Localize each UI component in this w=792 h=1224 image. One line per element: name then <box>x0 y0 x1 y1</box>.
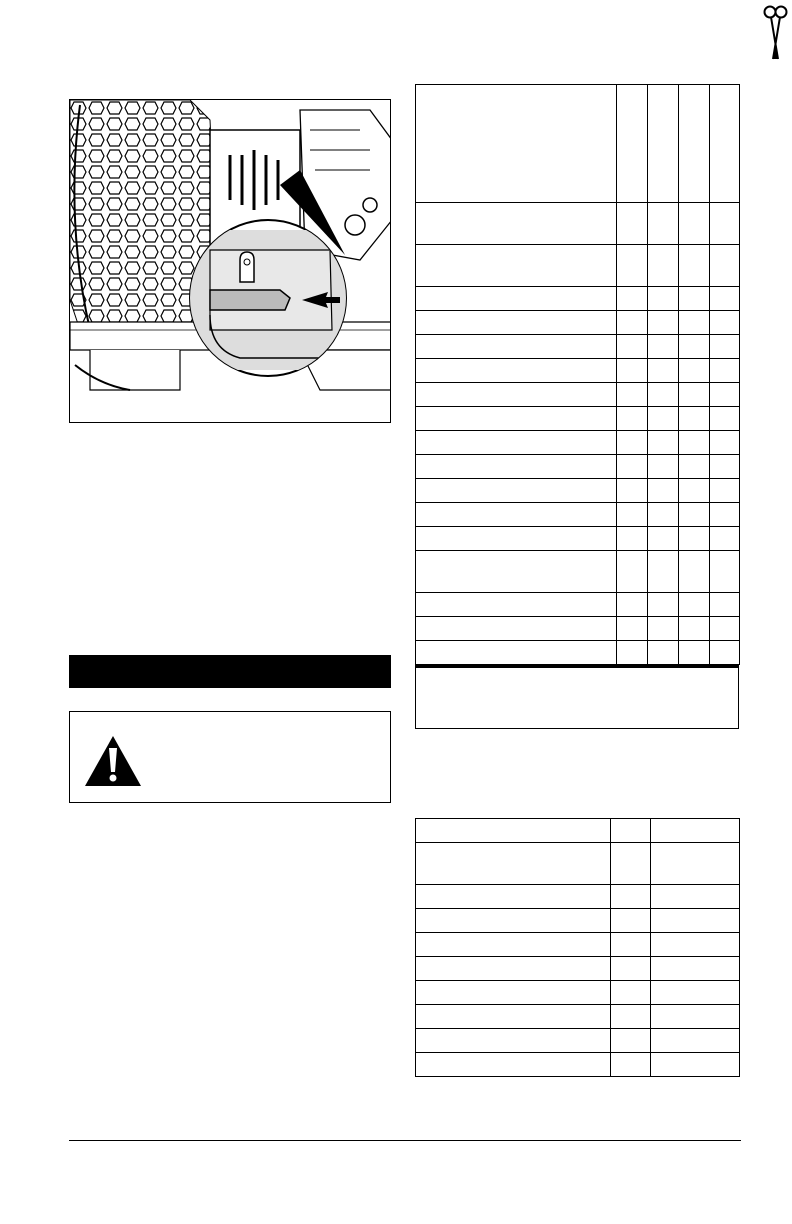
table-cell <box>617 287 648 311</box>
table-cell <box>679 641 710 665</box>
table-cell <box>710 617 740 641</box>
table-cell <box>679 407 710 431</box>
table-row <box>416 245 740 287</box>
table-cell <box>416 407 617 431</box>
table-row <box>416 617 740 641</box>
table-cell <box>710 359 740 383</box>
table-cell <box>679 455 710 479</box>
table-cell <box>648 407 679 431</box>
table-row <box>416 981 740 1005</box>
table-cell <box>611 1029 651 1053</box>
table-cell <box>416 287 617 311</box>
table-cell <box>416 203 617 245</box>
table-cell <box>710 311 740 335</box>
table-cell <box>710 641 740 665</box>
table-row <box>416 311 740 335</box>
table-cell <box>679 527 710 551</box>
table-row <box>416 287 740 311</box>
table-row <box>416 1005 740 1029</box>
table-row <box>416 909 740 933</box>
table-cell <box>611 909 651 933</box>
table-cell <box>611 957 651 981</box>
table-cell <box>416 909 611 933</box>
table-cell <box>617 407 648 431</box>
table-cell <box>651 885 740 909</box>
table-cell <box>679 203 710 245</box>
deck-latch-figure <box>69 99 391 423</box>
table-cell <box>710 203 740 245</box>
table-cell <box>710 245 740 287</box>
table-cell <box>648 641 679 665</box>
table-row <box>416 957 740 981</box>
schedule-header-row <box>416 85 740 203</box>
table-row <box>416 527 740 551</box>
table-cell <box>710 287 740 311</box>
table-cell <box>416 551 617 593</box>
table-cell <box>651 957 740 981</box>
table-cell <box>617 203 648 245</box>
table-cell <box>648 245 679 287</box>
table-cell <box>617 641 648 665</box>
table-cell <box>679 287 710 311</box>
table-cell <box>679 593 710 617</box>
table-cell <box>651 1029 740 1053</box>
table-row <box>416 503 740 527</box>
table-cell <box>617 383 648 407</box>
table-cell <box>651 909 740 933</box>
table-cell <box>416 1005 611 1029</box>
table-row <box>416 885 740 909</box>
table-cell <box>651 843 740 885</box>
table-cell <box>710 527 740 551</box>
table-cell <box>648 503 679 527</box>
section-heading <box>69 663 77 679</box>
schedule-table <box>415 84 740 665</box>
table-cell <box>679 383 710 407</box>
table-cell <box>679 431 710 455</box>
table-row <box>416 593 740 617</box>
table-cell <box>651 1005 740 1029</box>
table-cell <box>416 359 617 383</box>
table-row <box>416 843 740 885</box>
table-row <box>416 455 740 479</box>
table-cell <box>648 593 679 617</box>
table-cell <box>648 617 679 641</box>
table-cell <box>611 933 651 957</box>
table-cell <box>710 85 740 203</box>
mower-deck-illustration <box>70 100 391 423</box>
table-cell <box>416 85 617 203</box>
table-cell <box>648 85 679 203</box>
table-cell <box>679 245 710 287</box>
table-cell <box>648 479 679 503</box>
section-heading-bar <box>69 655 391 688</box>
table-cell <box>617 335 648 359</box>
table-cell <box>679 617 710 641</box>
table-cell <box>617 503 648 527</box>
table-cell <box>617 527 648 551</box>
table-cell <box>679 359 710 383</box>
spec-table <box>415 818 740 1077</box>
table-cell <box>648 203 679 245</box>
table-row <box>416 383 740 407</box>
table-cell <box>710 479 740 503</box>
table-cell <box>651 933 740 957</box>
table-row <box>416 819 740 843</box>
table-cell <box>710 335 740 359</box>
schedule-note <box>415 664 739 729</box>
table-cell <box>648 551 679 593</box>
table-cell <box>416 503 617 527</box>
table-cell <box>416 885 611 909</box>
table-row <box>416 641 740 665</box>
table-row <box>416 407 740 431</box>
table-cell <box>611 1053 651 1077</box>
table-cell <box>651 981 740 1005</box>
table-cell <box>617 617 648 641</box>
table-cell <box>611 981 651 1005</box>
table-cell <box>416 593 617 617</box>
table-cell <box>648 359 679 383</box>
table-cell <box>416 455 617 479</box>
table-cell <box>617 551 648 593</box>
table-cell <box>611 819 651 843</box>
table-cell <box>611 843 651 885</box>
table-cell <box>648 287 679 311</box>
table-cell <box>710 503 740 527</box>
table-row <box>416 933 740 957</box>
table-cell <box>648 383 679 407</box>
table-row <box>416 359 740 383</box>
table-cell <box>679 335 710 359</box>
table-cell <box>648 455 679 479</box>
footer-rule <box>69 1140 741 1141</box>
table-row <box>416 1029 740 1053</box>
table-cell <box>416 479 617 503</box>
table-cell <box>416 641 617 665</box>
table-cell <box>617 455 648 479</box>
table-cell <box>617 359 648 383</box>
table-cell <box>617 85 648 203</box>
table-cell <box>416 245 617 287</box>
table-row <box>416 1053 740 1077</box>
table-cell <box>710 431 740 455</box>
table-row <box>416 479 740 503</box>
table-cell <box>617 311 648 335</box>
table-cell <box>710 407 740 431</box>
table-cell <box>416 335 617 359</box>
warning-box <box>69 711 391 803</box>
table-cell <box>611 885 651 909</box>
table-cell <box>648 431 679 455</box>
table-cell <box>651 1053 740 1077</box>
table-cell <box>648 311 679 335</box>
table-cell <box>416 819 611 843</box>
scissors-icon <box>762 4 788 64</box>
table-cell <box>679 503 710 527</box>
table-row <box>416 551 740 593</box>
table-cell <box>611 1005 651 1029</box>
table-cell <box>679 551 710 593</box>
table-cell <box>651 819 740 843</box>
table-cell <box>710 383 740 407</box>
table-cell <box>416 957 611 981</box>
table-cell <box>416 1029 611 1053</box>
table-cell <box>617 245 648 287</box>
table-cell <box>416 981 611 1005</box>
table-cell <box>648 527 679 551</box>
table-row <box>416 335 740 359</box>
table-cell <box>679 479 710 503</box>
table-cell <box>679 85 710 203</box>
table-cell <box>416 311 617 335</box>
table-cell <box>416 431 617 455</box>
table-cell <box>648 335 679 359</box>
table-cell <box>710 455 740 479</box>
table-cell <box>617 593 648 617</box>
table-cell <box>416 843 611 885</box>
table-cell <box>679 311 710 335</box>
table-cell <box>617 479 648 503</box>
table-cell <box>710 551 740 593</box>
table-cell <box>416 617 617 641</box>
table-row <box>416 203 740 245</box>
table-row <box>416 431 740 455</box>
warning-triangle-icon <box>83 734 143 788</box>
table-cell <box>416 527 617 551</box>
table-cell <box>416 383 617 407</box>
table-cell <box>710 593 740 617</box>
table-cell <box>416 1053 611 1077</box>
table-cell <box>416 933 611 957</box>
table-cell <box>617 431 648 455</box>
